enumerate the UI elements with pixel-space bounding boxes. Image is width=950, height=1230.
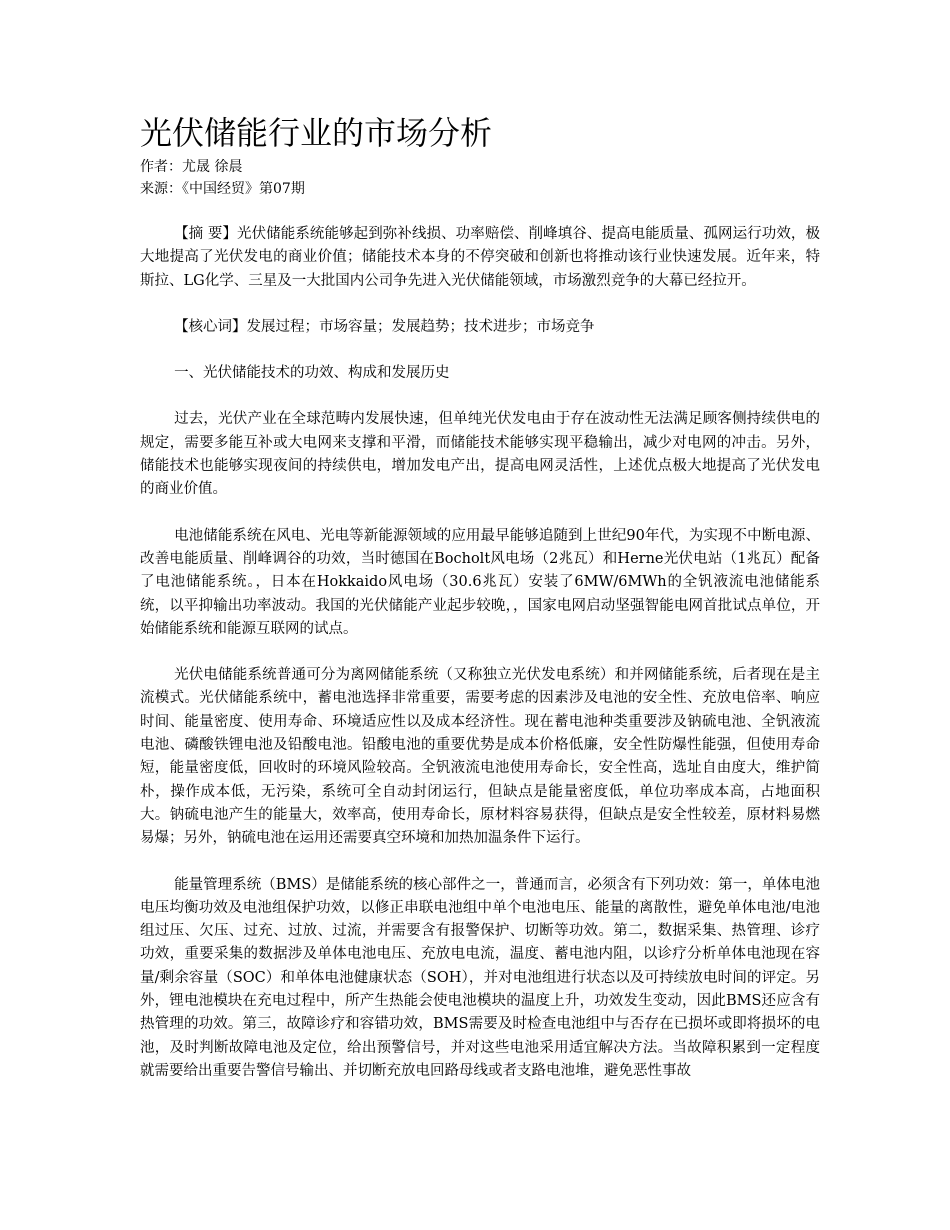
spacer [140, 502, 820, 525]
abstract-paragraph: 【摘 要】光伏储能系统能够起到弥补线损、功率赔偿、削峰填谷、提高电能质量、孤网运行功效，极大地提高了光伏发电的商业价值；储能技术本身的不停突破和创新也将推动该行业快速发展。近年来，特斯拉、LG化学、三星及一大批国内公司争先进入光伏储能领域，市场激烈竞争的大幕已经拉开。 [140, 226, 820, 289]
body-paragraph: 过去，光伏产业在全球范畴内发展快速，但单纯光伏发电由于存在波动性无法满足顾客侧持续供电的规定，需要多能互补或大电网来支撑和平滑，而储能技术能够实现平稳输出，减少对电网的冲击。另外，储能技术也能够实现夜间的持续供电，增加发电产出，提高电网灵活性，上述优点极大地提高了光伏发电的商业价值。 [140, 411, 820, 498]
author-line: 作者：尤晟 徐晨 [140, 159, 243, 175]
spacer [140, 641, 820, 664]
page-title: 光伏储能行业的市场分析 [140, 114, 493, 152]
spacer [140, 293, 820, 316]
spacer [140, 385, 820, 408]
source-line: 来源：《中国经贸》第07期 [140, 181, 305, 197]
keywords-line: 【核心词】发展过程；市场容量；发展趋势；技术进步；市场竞争 [174, 318, 595, 335]
section-heading: 一、光伏储能技术的功效、构成和发展历史 [174, 365, 450, 382]
spacer [140, 339, 820, 362]
spacer [140, 200, 820, 223]
body-paragraph: 电池储能系统在风电、光电等新能源领域的应用最早能够追随到上世纪90年代，为实现不中断电源、改善电能质量、削峰调谷的功效，当时德国在Bocholt风电场（2兆瓦）和Herne光伏电站（1兆瓦）配备了电池储能系统。，日本在Hokkaido风电场（30.6兆瓦）安装了6MW/6MWh的全钒液流电池储能系统，以平抑输出功率波动。我国的光伏储能产业起步较晚，，国家电网启动坚强智能电网首批试点单位，开始储能系统和能源互联网的试点。 [140, 527, 820, 637]
body-paragraph: 能量管理系统（BMS）是储能系统的核心部件之一，普通而言，必须含有下列功效：第一，单体电池电压均衡功效及电池组保护功效，以修正串联电池组中单个电池电压、能量的离散性，避免单体电池/电池组过压、欠压、过充、过放、过流，并需要含有报警保护、切断等功效。第二，数据采集、热管理、诊疗功效，重要采集的数据涉及单体电池电压、充放电电流，温度、蓄电池内阻，以诊疗分析单体电池现在容量/剩余容量（SOC）和单体电池健康状态（SOH），并对电池组进行状态以及可持续放电时间的评定。另外，锂电池模块在充电过程中，所产生热能会使电池模块的温度上升，功效发生变动，因此BMS还应含有热管理的功效。第三，故障诊疗和容错功效，BMS需要及时检查电池组中与否存在已损坏或即将损坏的电池，及时判断故障电池及定位，给出预警信号，并对这些电池采用适宜解决方法。当故障积累到一定程度就需要给出重要告警信号输出、并切断充放电回路母线或者支路电池堆，避免恶性事故 [140, 876, 820, 1079]
document-page [140, 110, 820, 1083]
spacer [140, 851, 820, 874]
body-paragraph: 光伏电储能系统普通可分为离网储能系统（又称独立光伏发电系统）和并网储能系统，后者现在是主流模式。光伏储能系统中，蓄电池选择非常重要，需要考虑的因素涉及电池的安全性、充放电倍率、响应时间、能量密度、使用寿命、环境适应性以及成本经济性。现在蓄电池种类重要涉及钠硫电池、全钒液流电池、磷酸铁锂电池及铅酸电池。铅酸电池的重要优势是成本价格低廉，安全性防爆性能强，但使用寿命短，能量密度低，回收时的环境风险较高。全钒液流电池使用寿命长，安全性高，选址自由度大，维护简朴，操作成本低，无污染，系统可全自动封闭运行，但缺点是能量密度低，单位功率成本高，占地面积大。钠硫电池产生的能量大，效率高，使用寿命长，原材料容易获得，但缺点是安全性较差，原材料易燃易爆；另外，钠硫电池在运用还需要真空环境和加热加温条件下运行。 [140, 667, 820, 847]
